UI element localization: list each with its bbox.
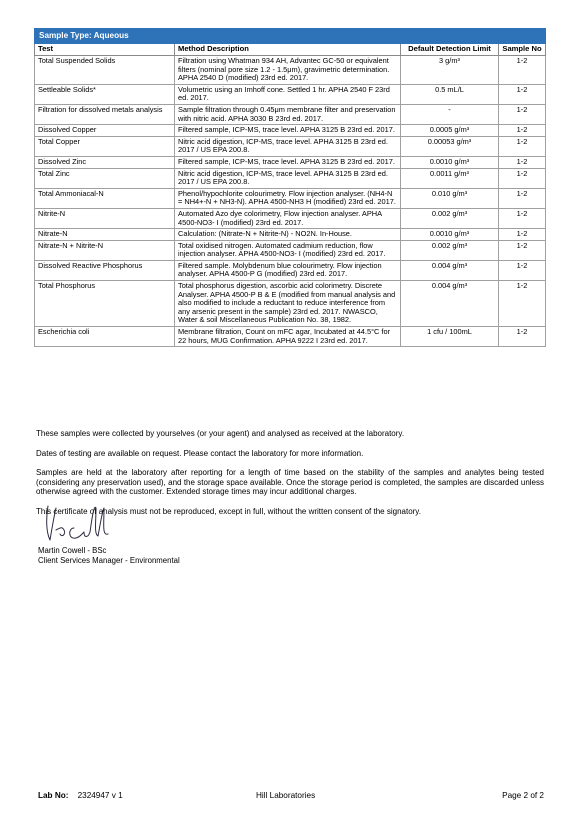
row-method: Automated Azo dye colorimetry, Flow injection analyser. APHA 4500-NO3- I (modified) 23rd ed. 2017. — [175, 208, 401, 228]
note-collected: These samples were collected by yourselves (or your agent) and analysed as received at the laboratory. — [36, 429, 405, 438]
row-test: Filtration for dissolved metals analysis — [35, 104, 175, 124]
methods-table — [34, 28, 546, 347]
row-method: Sample filtration through 0.45μm membrane filter and preservation with nitric acid. APHA 3030 B 23rd ed. 2017. — [175, 104, 401, 124]
row-sample-no: 1-2 — [499, 56, 546, 85]
table-row — [35, 125, 546, 137]
row-method: Calculation: (Nitrate-N + Nitrite-N) - NO2N. In-House. — [175, 229, 401, 241]
row-method: Nitric acid digestion, ICP-MS, trace level. APHA 3125 B 23rd ed. 2017 / US EPA 200.8. — [175, 136, 401, 156]
note-reproduction: This certificate of analysis must not be reproduced, except in full, without the written consent of the signatory. — [36, 506, 421, 516]
row-sample-no: 1-2 — [499, 281, 546, 327]
table-row — [35, 56, 546, 85]
table-row — [35, 188, 546, 208]
row-limit: 0.002 g/m³ — [401, 240, 499, 260]
row-limit: 0.00053 g/m³ — [401, 136, 499, 156]
row-sample-no: 1-2 — [499, 136, 546, 156]
row-test: Total Suspended Solids — [35, 56, 175, 85]
row-limit: 0.004 g/m³ — [401, 281, 499, 327]
row-sample-no: 1-2 — [499, 327, 546, 347]
row-limit: 0.0010 g/m³ — [401, 229, 499, 241]
table-row — [35, 84, 546, 104]
row-method: Filtered sample. Molybdenum blue colourimetry. Flow injection analyser. APHA 4500-P G (modified) 23rd ed. 2017. — [175, 260, 401, 280]
row-limit: 3 g/m³ — [401, 56, 499, 85]
note-dates: Dates of testing are available on request. Please contact the laboratory for more information. — [36, 448, 364, 458]
row-limit: 0.0011 g/m³ — [401, 168, 499, 188]
row-limit: 0.004 g/m³ — [401, 260, 499, 280]
sample-type-label: Sample Type: Aqueous — [35, 29, 546, 44]
sample-type-banner — [35, 29, 546, 44]
row-test: Dissolved Reactive Phosphorus — [35, 260, 175, 280]
row-test: Nitrate-N + Nitrite-N — [35, 240, 175, 260]
header-sample-no: Sample No — [499, 44, 546, 56]
row-sample-no: 1-2 — [499, 125, 546, 137]
note-storage: Samples are held at the laboratory after reporting for a length of time based on the stability of the samples and analytes being tested (considering any preservation used), and the storage space available. Once the storage period is completed, the samples are discarded unless otherwise agreed with the customer. Extended storage times may incur additional charges. — [36, 468, 544, 497]
row-method: Filtration using Whatman 934 AH, Advantec GC-50 or equivalent filters (nominal pore size 1.2 - 1.5μm), gravimetric determination. APHA 2540 D (modified) 23rd ed. 2017. — [175, 56, 401, 85]
row-sample-no: 1-2 — [499, 104, 546, 124]
signature-image — [40, 498, 120, 544]
row-sample-no: 1-2 — [499, 168, 546, 188]
row-sample-no: 1-2 — [499, 240, 546, 260]
table-row — [35, 208, 546, 228]
signatory-block — [38, 546, 180, 566]
table-row — [35, 281, 546, 327]
row-test: Nitrite-N — [35, 208, 175, 228]
row-test: Total Copper — [35, 136, 175, 156]
row-sample-no: 1-2 — [499, 84, 546, 104]
row-sample-no: 1-2 — [499, 260, 546, 280]
row-method: Total phosphorus digestion, ascorbic acid colorimetry. Discrete Analyser. APHA 4500-P B & E (modified from manual analysis and also modified to include a reductant to reduce interference from any arsenic present in the sample) 23rd ed. 2017. NWASCO, Water & soil Miscellaneous Publication No. 38, 1982. — [175, 281, 401, 327]
report-page — [34, 28, 545, 516]
row-test: Escherichia coli — [35, 327, 175, 347]
table-row — [35, 240, 546, 260]
row-method: Filtered sample, ICP-MS, trace level. APHA 3125 B 23rd ed. 2017. — [175, 125, 401, 137]
row-sample-no: 1-2 — [499, 229, 546, 241]
row-method: Total oxidised nitrogen. Automated cadmium reduction, flow injection analyser. APHA 4500-NO3- I (modified) 23rd ed. 2017. — [175, 240, 401, 260]
row-test: Settleable Solids* — [35, 84, 175, 104]
row-sample-no: 1-2 — [499, 188, 546, 208]
row-test: Nitrate-N — [35, 229, 175, 241]
row-method: Volumetric using an Imhoff cone. Settled 1 hr. APHA 2540 F 23rd ed. 2017. — [175, 84, 401, 104]
row-method: Membrane filtration, Count on mFC agar, Incubated at 44.5°C for 22 hours, MUG Confirmation. APHA 9222 I 23rd ed. 2017. — [175, 327, 401, 347]
table-row — [35, 104, 546, 124]
table-row — [35, 260, 546, 280]
row-test: Dissolved Zinc — [35, 156, 175, 168]
lab-no-value: 2324947 v 1 — [77, 791, 123, 800]
row-test: Total Ammoniacal-N — [35, 188, 175, 208]
row-sample-no: 1-2 — [499, 208, 546, 228]
row-test: Dissolved Copper — [35, 125, 175, 137]
header-method: Method Description — [175, 44, 401, 56]
footer-lab-name: Hill Laboratories — [256, 791, 316, 800]
row-limit: 0.0010 g/m³ — [401, 156, 499, 168]
table-row — [35, 156, 546, 168]
row-test: Total Phosphorus — [35, 281, 175, 327]
row-method: Nitric acid digestion, ICP-MS, trace level. APHA 3125 B 23rd ed. 2017 / US EPA 200.8. — [175, 168, 401, 188]
row-method: Filtered sample, ICP-MS, trace level. APHA 3125 B 23rd ed. 2017. — [175, 156, 401, 168]
table-row — [35, 136, 546, 156]
row-test: Total Zinc — [35, 168, 175, 188]
signatory-name: Martin Cowell - BSc — [38, 546, 107, 555]
table-body — [35, 56, 546, 347]
header-limit: Default Detection Limit — [401, 44, 499, 56]
table-row — [35, 229, 546, 241]
row-limit: 0.0005 g/m³ — [401, 125, 499, 137]
row-limit: - — [401, 104, 499, 124]
table-row — [35, 327, 546, 347]
signatory-title: Client Services Manager - Environmental — [38, 556, 180, 565]
table-header-row — [35, 44, 546, 56]
footer-page-number: Page 2 of 2 — [502, 791, 544, 800]
row-limit: 0.5 mL/L — [401, 84, 499, 104]
lab-no-label: Lab No: — [38, 791, 69, 800]
row-limit: 0.002 g/m³ — [401, 208, 499, 228]
row-sample-no: 1-2 — [499, 156, 546, 168]
table-row — [35, 168, 546, 188]
row-method: Phenol/hypochlorite colourimetry. Flow injection analyser. (NH4-N = NH4+-N + NH3-N). APHA 4500-NH3 H (modified) 23rd ed. 2017. — [175, 188, 401, 208]
footer-lab-no — [38, 791, 123, 800]
header-test: Test — [35, 44, 175, 56]
row-limit: 0.010 g/m³ — [401, 188, 499, 208]
row-limit: 1 cfu / 100mL — [401, 327, 499, 347]
